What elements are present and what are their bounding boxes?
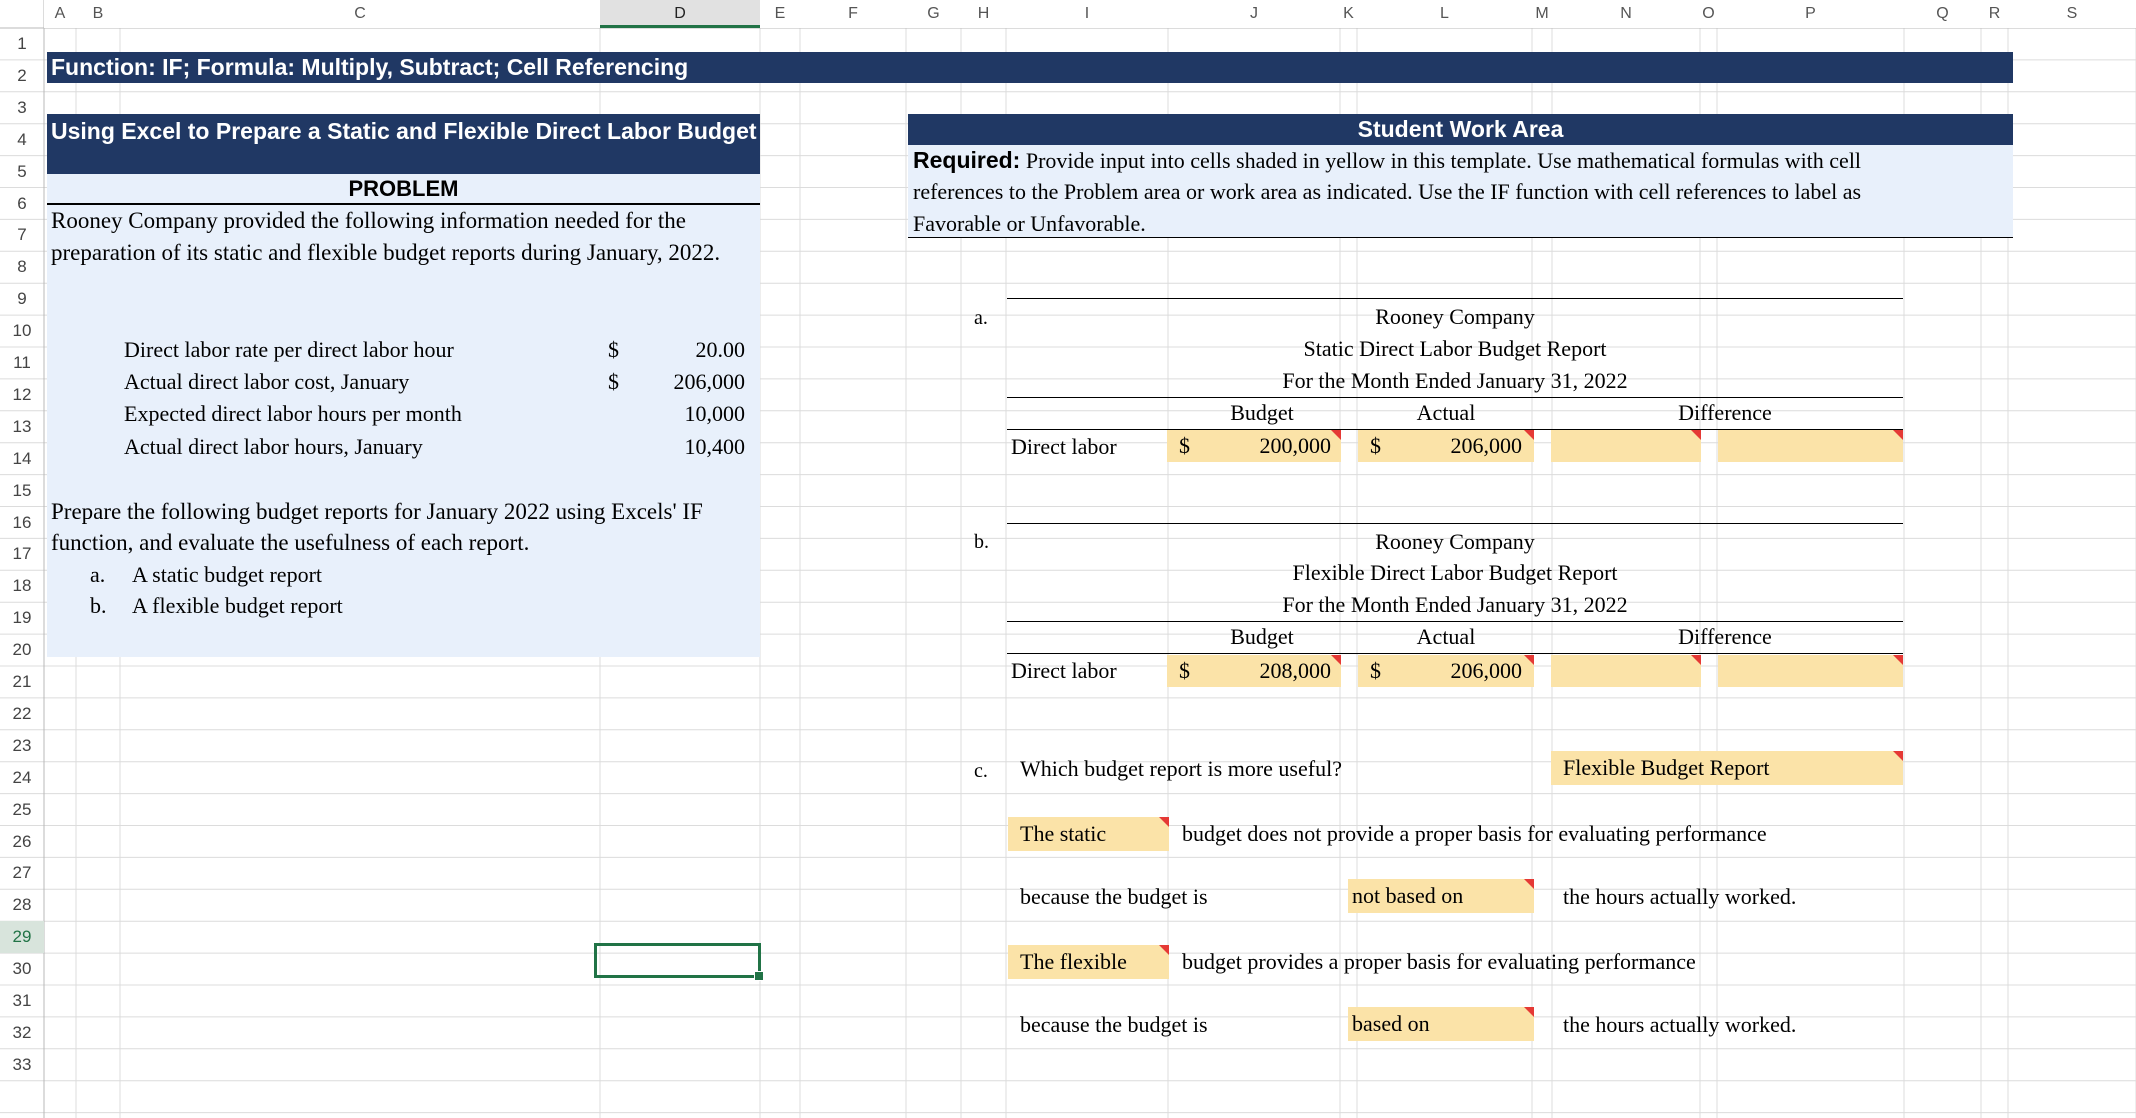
column-header-i[interactable]: I <box>1006 0 1168 28</box>
report-b-col-difference: Difference <box>1678 624 1772 649</box>
report-a-budget-cell[interactable] <box>1167 430 1341 462</box>
report-b-period: For the Month Ended January 31, 2022 <box>1282 592 1628 617</box>
row-header-33[interactable]: 33 <box>12 1054 32 1074</box>
actual-currency: $ <box>1370 658 1381 683</box>
because-text-1: because the budget is <box>1020 884 1208 909</box>
actual-value: 206,000 <box>1450 433 1522 458</box>
report-a-variance-label-cell[interactable] <box>1718 430 1903 462</box>
row-header-7[interactable]: 7 <box>17 225 27 245</box>
row-header-2[interactable]: 2 <box>17 65 27 85</box>
hours-text-1: the hours actually worked. <box>1563 884 1797 909</box>
budget-value: 200,000 <box>1259 433 1331 458</box>
column-header-p[interactable]: P <box>1717 0 1904 28</box>
report-a-letter: a. <box>974 307 988 329</box>
report-a-col-actual: Actual <box>1416 400 1476 425</box>
prepare-line2: function, and evaluate the usefulness of each report. <box>51 530 530 555</box>
row-header-13[interactable]: 13 <box>12 416 32 436</box>
basis2-input-cell[interactable] <box>1348 1007 1534 1041</box>
item-label: Actual direct labor hours, January <box>124 434 423 459</box>
column-header-m[interactable]: M <box>1532 0 1552 28</box>
row-header-23[interactable]: 23 <box>12 735 32 755</box>
column-header-o[interactable]: O <box>1700 0 1717 28</box>
problem-label: PROBLEM <box>348 176 459 201</box>
row-header-18[interactable]: 18 <box>12 576 32 596</box>
task-letter: b. <box>90 593 107 618</box>
report-a-title: Static Direct Labor Budget Report <box>1303 336 1607 361</box>
column-header-n[interactable]: N <box>1552 0 1700 28</box>
problem-intro-line2: preparation of its static and flexible budget reports during January, 2022. <box>51 240 721 265</box>
item-label: Expected direct labor hours per month <box>124 401 462 426</box>
static-statement: budget does not provide a proper basis for evaluating performance <box>1182 821 1767 846</box>
row-header-27[interactable]: 27 <box>12 863 32 883</box>
report-b-title: Flexible Direct Labor Budget Report <box>1292 560 1618 585</box>
row-header-32[interactable]: 32 <box>12 1022 32 1042</box>
title-bar[interactable]: Function: IF; Formula: Multiply, Subtract; Cell Referencing <box>47 52 2013 83</box>
budget-currency: $ <box>1179 433 1190 458</box>
row-header-31[interactable]: 31 <box>12 991 32 1010</box>
report-b-col-actual: Actual <box>1416 624 1476 649</box>
basis2-input-text: based on <box>1352 1011 1430 1036</box>
question-c-letter: c. <box>974 760 988 782</box>
row-header-9[interactable]: 9 <box>17 289 27 309</box>
row-header-26[interactable]: 26 <box>12 831 32 851</box>
row-header-11[interactable]: 11 <box>13 353 31 372</box>
report-b-actual-cell[interactable] <box>1358 655 1534 687</box>
column-header-g[interactable]: G <box>906 0 961 28</box>
problem-intro-line1: Rooney Company provided the following information needed for the <box>51 208 686 233</box>
row-header-14[interactable]: 14 <box>12 448 32 468</box>
row-header-21[interactable]: 21 <box>12 672 32 691</box>
column-header-f[interactable]: F <box>800 0 906 28</box>
report-a-company: Rooney Company <box>1375 304 1535 329</box>
row-header-22[interactable]: 22 <box>12 703 32 723</box>
report-a-row-label: Direct labor <box>1011 434 1117 459</box>
item-label: Direct labor rate per direct labor hour <box>124 337 454 362</box>
column-header-j[interactable]: J <box>1168 0 1340 28</box>
work-area-header[interactable]: Student Work Area <box>908 114 2013 145</box>
active-cell-selection[interactable] <box>594 943 761 978</box>
row-header-17[interactable]: 17 <box>12 544 32 564</box>
column-header-d[interactable]: D <box>600 0 760 28</box>
column-header-h[interactable]: H <box>961 0 1006 28</box>
row-header-24[interactable]: 24 <box>12 767 32 787</box>
actual-value: 206,000 <box>1450 658 1522 683</box>
problem-header[interactable]: Using Excel to Prepare a Static and Flexible Direct Labor Budget <box>47 114 760 174</box>
column-header-b[interactable]: B <box>76 0 120 28</box>
basis1-input-cell[interactable] <box>1348 879 1534 913</box>
problem-divider <box>47 203 760 205</box>
report-a-col-budget: Budget <box>1230 400 1294 425</box>
task-text: A flexible budget report <box>132 593 343 618</box>
row-header-5[interactable]: 5 <box>17 161 27 181</box>
because-text-2: because the budget is <box>1020 1012 1208 1037</box>
actual-currency: $ <box>1370 433 1381 458</box>
answer-cell[interactable] <box>1551 751 1903 785</box>
column-header-s[interactable]: S <box>2008 0 2136 28</box>
row-header-4[interactable]: 4 <box>17 129 27 149</box>
report-b-difference-cell[interactable] <box>1551 655 1701 687</box>
report-b-company: Rooney Company <box>1375 529 1535 554</box>
column-header-l[interactable]: L <box>1357 0 1532 28</box>
row-header-1[interactable]: 1 <box>17 34 27 53</box>
answer-text: Flexible Budget Report <box>1563 755 1770 780</box>
report-b-variance-label-cell[interactable] <box>1718 655 1903 687</box>
report-a-col-difference: Difference <box>1678 400 1772 425</box>
column-header-e[interactable]: E <box>760 0 800 28</box>
row-header-12[interactable]: 12 <box>12 384 32 404</box>
flexible-input-text: The flexible <box>1020 949 1127 974</box>
row-header-15[interactable]: 15 <box>12 480 32 500</box>
static-input-text: The static <box>1020 821 1107 846</box>
column-header-k[interactable]: K <box>1340 0 1357 28</box>
required-line1 <box>913 147 1861 174</box>
hours-text-2: the hours actually worked. <box>1563 1012 1797 1037</box>
row-header-28[interactable]: 28 <box>12 895 32 915</box>
column-header-a[interactable]: A <box>44 0 76 28</box>
required-text: Provide input into cells shaded in yellow in this template. Use mathematical formulas with cell <box>1020 148 1862 173</box>
row-header-3[interactable]: 3 <box>17 97 27 117</box>
required-line2: references to the Problem area or work area as indicated. Use the IF function with cell references to label as <box>913 179 1862 204</box>
row-header-10[interactable]: 10 <box>12 321 32 341</box>
column-header-q[interactable]: Q <box>1904 0 1981 28</box>
report-b-budget-cell[interactable] <box>1167 655 1341 687</box>
budget-currency: $ <box>1179 658 1190 683</box>
item-value: 10,000 <box>684 401 745 426</box>
report-a-period: For the Month Ended January 31, 2022 <box>1282 368 1628 393</box>
static-input-cell[interactable] <box>1008 817 1169 851</box>
required-line3: Favorable or Unfavorable. <box>913 211 1146 236</box>
basis1-input-text: not based on <box>1352 883 1464 908</box>
column-header-r[interactable]: R <box>1981 0 2008 28</box>
report-a-header-line <box>1007 397 1903 398</box>
item-label: Actual direct labor cost, January <box>124 369 410 394</box>
row-header-16[interactable]: 16 <box>12 512 32 532</box>
budget-value: 208,000 <box>1259 658 1331 683</box>
task-text: A static budget report <box>132 562 323 587</box>
report-b-letter: b. <box>974 531 989 553</box>
row-header-19[interactable]: 19 <box>12 608 32 628</box>
report-b-top-line <box>1007 523 1903 524</box>
item-value: 20.00 <box>695 337 745 362</box>
row-header-29[interactable]: 29 <box>0 921 44 953</box>
question-c-text: Which budget report is more useful? <box>1020 756 1342 781</box>
flexible-input-cell[interactable] <box>1008 945 1169 979</box>
item-value: 10,400 <box>684 434 745 459</box>
report-b-col-budget: Budget <box>1230 624 1294 649</box>
item-currency: $ <box>608 337 619 362</box>
column-header-c[interactable]: C <box>120 0 600 28</box>
report-a-top-line <box>1007 298 1903 299</box>
row-header-6[interactable]: 6 <box>17 193 27 213</box>
report-a-difference-cell[interactable] <box>1551 430 1701 462</box>
flexible-statement: budget provides a proper basis for evaluating performance <box>1182 949 1696 974</box>
report-b-header-line <box>1007 621 1903 622</box>
row-header-8[interactable]: 8 <box>17 257 27 277</box>
required-bold: Required: <box>913 147 1021 173</box>
row-header-20[interactable]: 20 <box>12 640 32 660</box>
item-currency: $ <box>608 369 619 394</box>
item-value: 206,000 <box>673 369 745 394</box>
task-letter: a. <box>90 562 106 587</box>
report-b-row-label: Direct labor <box>1011 658 1117 683</box>
row-header-25[interactable]: 25 <box>12 799 32 819</box>
report-b-subheader-line <box>1007 653 1903 654</box>
row-header-30[interactable]: 30 <box>12 959 32 979</box>
prepare-line1: Prepare the following budget reports for January 2022 using Excels' IF <box>51 499 703 524</box>
report-a-actual-cell[interactable] <box>1358 430 1534 462</box>
